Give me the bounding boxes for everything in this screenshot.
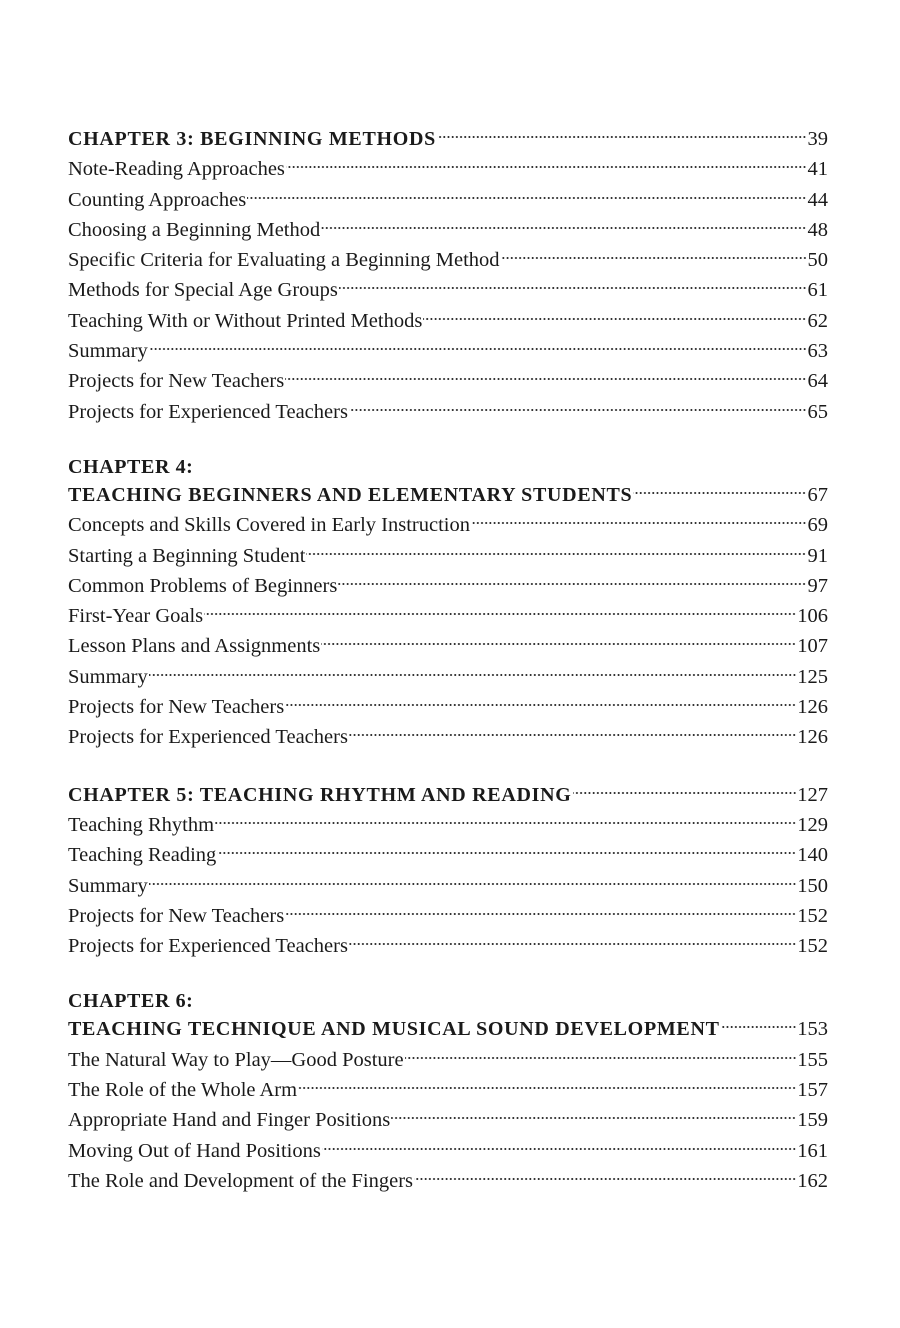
page-number: 155	[797, 1048, 828, 1071]
page-number: 161	[797, 1139, 828, 1162]
entry-title: Moving Out of Hand Positions	[68, 1139, 321, 1162]
toc-entry[interactable]	[68, 692, 828, 722]
page-number: 44	[807, 188, 828, 211]
entry-title: Note-Reading Approaches	[68, 158, 285, 181]
page-number: 63	[807, 340, 828, 363]
toc-entry[interactable]	[68, 154, 828, 184]
entry-title: Methods for Special Age Groups	[68, 279, 338, 302]
page-number: 152	[797, 904, 828, 927]
toc-entry[interactable]	[68, 306, 828, 336]
page-number: 48	[807, 218, 828, 241]
chapter-label: CHAPTER 4:	[68, 455, 194, 478]
entry-title: Common Problems of Beginners	[68, 574, 338, 597]
dot-leader	[423, 317, 806, 321]
toc-entry[interactable]	[68, 510, 828, 540]
entry-title: The Role of the Whole Arm	[68, 1079, 298, 1102]
dot-leader	[149, 347, 807, 351]
dot-leader	[437, 135, 807, 139]
toc-entry[interactable]	[68, 810, 828, 840]
toc-entry[interactable]	[68, 366, 828, 396]
toc-entry[interactable]	[68, 397, 828, 427]
page-number: 67	[807, 483, 828, 506]
entry-title: Lesson Plans and Assignments	[68, 635, 321, 658]
dot-leader	[721, 1025, 797, 1029]
toc-entry[interactable]	[68, 215, 828, 245]
chapter-6-section	[68, 988, 828, 1196]
chapter-3-section	[68, 124, 828, 427]
dot-leader	[306, 552, 806, 556]
page-number: 39	[807, 128, 828, 150]
dot-leader	[149, 882, 797, 886]
dot-leader	[391, 1116, 796, 1120]
entry-title: Summary	[68, 340, 148, 363]
toc-entry[interactable]	[68, 631, 828, 661]
entry-title: Teaching With or Without Printed Methods	[68, 309, 423, 332]
entry-title: Projects for Experienced Teachers	[68, 935, 348, 958]
page-number: 125	[797, 665, 828, 688]
dot-leader	[204, 612, 796, 616]
chapter-5-heading-row[interactable]	[68, 780, 828, 810]
dot-leader	[471, 521, 807, 525]
entry-title: Choosing a Beginning Method	[68, 218, 321, 241]
dot-leader	[349, 733, 796, 737]
entry-title: Projects for New Teachers	[68, 696, 285, 719]
toc-entry[interactable]	[68, 275, 828, 305]
page-number: 69	[807, 514, 828, 537]
chapter-6-heading-row[interactable]	[68, 1014, 828, 1044]
dot-leader	[633, 491, 806, 495]
dot-leader	[215, 821, 796, 825]
dot-leader	[405, 1056, 797, 1060]
toc-entry[interactable]	[68, 571, 828, 601]
dot-leader	[349, 408, 807, 412]
toc-entry[interactable]	[68, 1136, 828, 1166]
toc-entry[interactable]	[68, 840, 828, 870]
page-number: 97	[807, 574, 828, 597]
chapter-3-heading-row[interactable]	[68, 124, 828, 154]
toc-entry[interactable]	[68, 871, 828, 901]
entry-title: Concepts and Skills Covered in Early Instruction	[68, 514, 470, 537]
toc-entry[interactable]	[68, 1045, 828, 1075]
chapter-5-section	[68, 780, 828, 962]
chapter-4-heading-row[interactable]	[68, 480, 828, 510]
dot-leader	[298, 1086, 796, 1090]
dot-leader	[321, 226, 806, 230]
toc-entry[interactable]	[68, 1075, 828, 1105]
dot-leader	[414, 1177, 796, 1181]
entry-title: Specific Criteria for Evaluating a Beginning Method	[68, 249, 500, 272]
page-number: 162	[797, 1169, 828, 1192]
entry-title: The Role and Development of the Fingers	[68, 1169, 413, 1192]
entry-title: Appropriate Hand and Finger Positions	[68, 1109, 391, 1132]
toc-entry[interactable]	[68, 336, 828, 366]
entry-title: Teaching Reading	[68, 844, 217, 867]
dot-leader	[285, 377, 806, 381]
page-number: 157	[797, 1079, 828, 1102]
chapter-heading: CHAPTER 5: TEACHING RHYTHM AND READING	[68, 783, 572, 806]
entry-title: Projects for Experienced Teachers	[68, 400, 348, 423]
page-number: 140	[797, 844, 828, 867]
chapter-4-section	[68, 454, 828, 753]
toc-entry[interactable]	[68, 541, 828, 571]
toc-entry[interactable]	[68, 601, 828, 631]
page-number: 152	[797, 935, 828, 958]
dot-leader	[247, 196, 806, 200]
page-number: 127	[797, 783, 828, 806]
dot-leader	[286, 165, 807, 169]
chapter-heading: TEACHING BEGINNERS AND ELEMENTARY STUDENTS	[68, 483, 633, 506]
page-number: 62	[807, 309, 828, 332]
chapter-label: CHAPTER 6:	[68, 990, 194, 1013]
page-number: 65	[807, 400, 828, 423]
toc-entry[interactable]	[68, 662, 828, 692]
page-number: 153	[797, 1018, 828, 1041]
chapter-heading: CHAPTER 3: BEGINNING METHODS	[68, 128, 436, 150]
dot-leader	[321, 642, 796, 646]
toc-entry[interactable]	[68, 1166, 828, 1196]
page-number: 41	[807, 158, 828, 181]
entry-title: Projects for New Teachers	[68, 370, 285, 393]
entry-title: First-Year Goals	[68, 605, 204, 628]
entry-title: The Natural Way to Play—Good Posture	[68, 1048, 404, 1071]
dot-leader	[349, 942, 796, 946]
toc-entry[interactable]	[68, 722, 828, 752]
dot-leader	[501, 256, 807, 260]
dot-leader	[339, 286, 807, 290]
page-number: 64	[807, 370, 828, 393]
entry-title: Counting Approaches	[68, 188, 247, 211]
toc-entry[interactable]	[68, 1105, 828, 1135]
dot-leader	[149, 673, 797, 677]
dot-leader	[285, 912, 796, 916]
toc-entry[interactable]	[68, 185, 828, 215]
dot-leader	[573, 791, 797, 795]
page-number: 61	[807, 279, 828, 302]
toc-entry[interactable]	[68, 901, 828, 931]
entry-title: Teaching Rhythm	[68, 813, 215, 836]
dot-leader	[338, 582, 806, 586]
page-number: 126	[797, 726, 828, 749]
page-number: 91	[807, 544, 828, 567]
page-number: 107	[797, 635, 828, 658]
page-number: 50	[807, 249, 828, 272]
entry-title: Starting a Beginning Student	[68, 544, 306, 567]
dot-leader	[217, 851, 796, 855]
toc-entry[interactable]	[68, 245, 828, 275]
entry-title: Projects for New Teachers	[68, 904, 285, 927]
entry-title: Projects for Experienced Teachers	[68, 726, 348, 749]
page-number: 150	[797, 874, 828, 897]
dot-leader	[285, 703, 796, 707]
page-number: 126	[797, 696, 828, 719]
dot-leader	[322, 1147, 796, 1151]
page-number: 106	[797, 605, 828, 628]
page-number: 129	[797, 813, 828, 836]
entry-title: Summary	[68, 874, 148, 897]
toc-entry[interactable]	[68, 931, 828, 961]
table-of-contents	[68, 124, 828, 1223]
page-number: 159	[797, 1109, 828, 1132]
entry-title: Summary	[68, 665, 148, 688]
chapter-heading: TEACHING TECHNIQUE AND MUSICAL SOUND DEVELOPMENT	[68, 1018, 720, 1041]
